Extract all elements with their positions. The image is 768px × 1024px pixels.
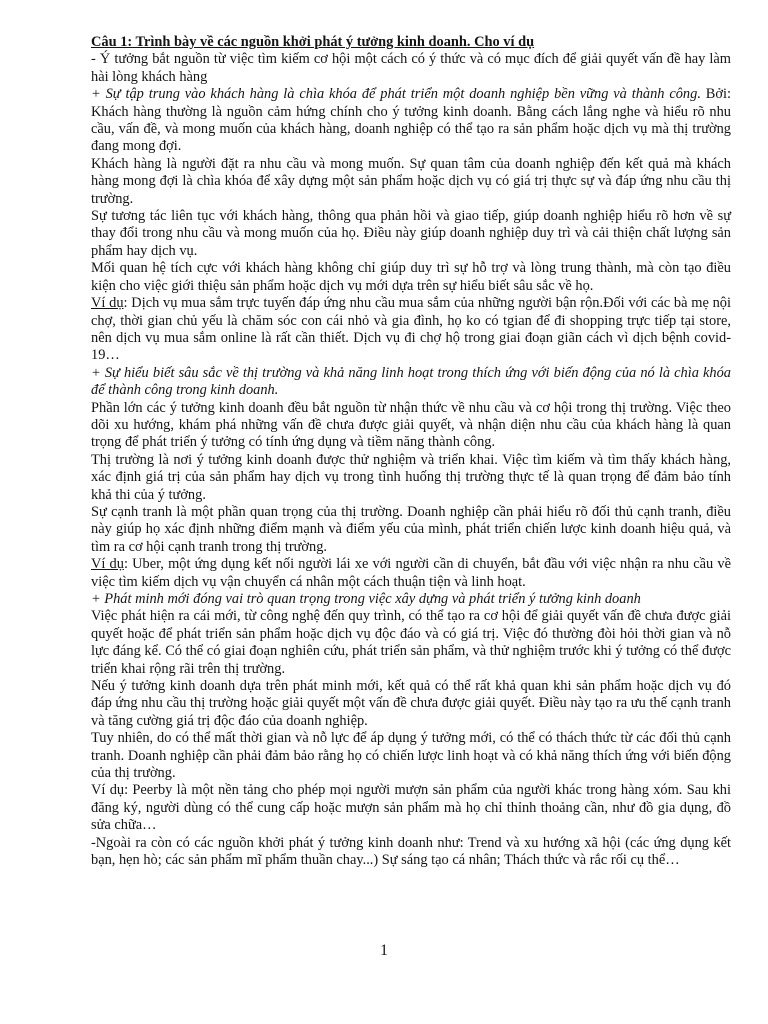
document-body [91,34,731,870]
example-paragraph: Ví dụ: Uber, một ứng dụng kết nối người lái xe với người cần di chuyển, bắt đầu với việc nhận ra nhu cầu về việc tìm kiếm dịch vụ vận chuyển cá nhân một cách thuận tiện và linh hoạt. [91,556,731,590]
paragraph: - Ý tưởng bắt nguồn từ việc tìm kiếm cơ hội một cách có ý thức và có mục đích để giải quyết vấn đề hay làm hài lòng khách hàng [91,51,731,85]
heading-customer-focus: + Sự tập trung vào khách hàng là chìa khóa để phát triển một doanh nghiệp bền vững và thành công. Bởi: Khách hàng thường là nguồn cảm hứng chính cho ý tưởng kinh doanh. Bằng cách lắng nghe và hiểu rõ nhu cầu, vấn đề, và mong muốn của khách hàng, doanh nghiệp có thể tạo ra sản phẩm hoặc dịch vụ mà thị trường đang mong đợi. [91,86,731,155]
paragraph: Ví dụ: Peerby là một nền tảng cho phép mọi người mượn sản phẩm của người khác trong hàng xóm. Sau khi đăng ký, người dùng có thể cung cấp hoặc mượn sản phẩm mà họ chỉ thỉnh thoảng cần, như đồ gia dụng, đồ sửa chữa… [91,782,731,834]
paragraph: Tuy nhiên, do có thể mất thời gian và nỗ lực để áp dụng ý tưởng mới, có thể có thách thức từ các đối thủ cạnh tranh. Doanh nghiệp cần phải đảm bảo rằng họ có chiến lược linh hoạt và có khả năng thích ứng với biến động của thị trường. [91,730,731,782]
paragraph: Sự cạnh tranh là một phần quan trọng của thị trường. Doanh nghiệp cần phải hiểu rõ đối thủ cạnh tranh, điều này giúp họ xác định những điểm mạnh và điểm yếu của mình, phát triển chiến lược kinh doanh hiệu quả, và tìm ra cơ hội cạnh tranh trong thị trường. [91,503,731,555]
paragraph: Phần lớn các ý tưởng kinh doanh đều bắt nguồn từ nhận thức về nhu cầu và cơ hội trong thị trường. Việc theo dõi xu hướng, khám phá những vấn đề chưa được giải quyết, và nhận diện nhu cầu của khách hàng là quan trọng để phát triển ý tưởng có tính ứng dụng và tiềm năng thành công. [91,399,731,451]
heading-market-understanding: + Sự hiểu biết sâu sắc về thị trường và khả năng linh hoạt trong thích ứng với biến động của nó là chìa khóa để thành công trong kinh doanh. [91,364,731,399]
heading-new-invention: + Phát minh mới đóng vai trò quan trọng trong việc xây dựng và phát triển ý tưởng kinh doanh [91,591,641,607]
paragraph: Mối quan hệ tích cực với khách hàng không chỉ giúp duy trì sự hỗ trợ và lòng trung thành, mà còn tạo điều kiện cho việc giới thiệu sản phẩm hoặc dịch vụ mới dựa trên sự hiểu biết sâu sắc về họ. [91,260,731,294]
example-paragraph: Ví dụ: Dịch vụ mua sắm trực tuyến đáp ứng nhu cầu mua sắm của những người bận rộn.Đối với các bà mẹ nội chợ, thời gian chủ yếu là chăm sóc con cái nhỏ và gia đình, họ ko có tgian để đi shopping trực tiếp tại store, nên dịch vụ mua sắm online là rất cần thiết. Dịch vụ đi chợ hộ trong giai đoạn giãn cách vì dịch bệnh covid-19… [91,295,731,364]
paragraph: Việc phát hiện ra cái mới, từ công nghệ đến quy trình, có thể tạo ra cơ hội để giải quyết vấn đề chưa được giải quyết hoặc để phát triển sản phẩm hoặc dịch vụ độc đáo và có giá trị. Việc đó thường đòi hỏi thời gian và nỗ lực đáng kể. Có thể có giai đoạn nghiên cứu, phát triển sản phẩm, và thử nghiệm trước khi ý tưởng có thể được triển khai rộng rãi trên thị trường. [91,608,731,677]
paragraph: Nếu ý tưởng kinh doanh dựa trên phát minh mới, kết quả có thể rất khả quan khi sản phẩm hoặc dịch vụ đó đáp ứng nhu cầu thị trường hoặc giải quyết một vấn đề chưa được giải quyết. Điều này tạo ra ưu thế cạnh tranh và tăng cường giá trị độc đáo của doanh nghiệp. [91,678,731,729]
paragraph: Thị trường là nơi ý tưởng kinh doanh được thử nghiệm và triển khai. Việc tìm kiếm và tìm thấy khách hàng, xác định giá trị của sản phẩm hay dịch vụ trong tình huống thị trường thực tế là quan trọng để đảm bảo tính khả thi của ý tưởng. [91,451,731,503]
question-title: Câu 1: Trình bày về các nguồn khởi phát ý tưởng kinh doanh. Cho ví dụ [91,34,535,50]
paragraph: -Ngoài ra còn có các nguồn khởi phát ý tưởng kinh doanh như: Trend và xu hướng xã hội (các ứng dụng kết bạn, hẹn hò; các sản phẩm mĩ phẩm thuần chay...) Sự sáng tạo cá nhân; Thách thức và rắc rối cụ thể… [91,834,731,869]
page-number: 1 [380,942,388,959]
paragraph: Khách hàng là người đặt ra nhu cầu và mong muốn. Sự quan tâm của doanh nghiệp đến kết quả mà khách hàng mong đợi là chìa khóa để xây dựng một sản phẩm hoặc dịch vụ có giá trị thực sự và đáp ứng nhu cầu thị trường. [91,155,731,207]
paragraph: Sự tương tác liên tục với khách hàng, thông qua phản hồi và giao tiếp, giúp doanh nghiệp hiểu rõ hơn về sự thay đổi trong nhu cầu và mong muốn của họ. Điều này giúp doanh nghiệp duy trì và cải thiện chất lượng sản phẩm hay dịch vụ. [91,208,731,259]
